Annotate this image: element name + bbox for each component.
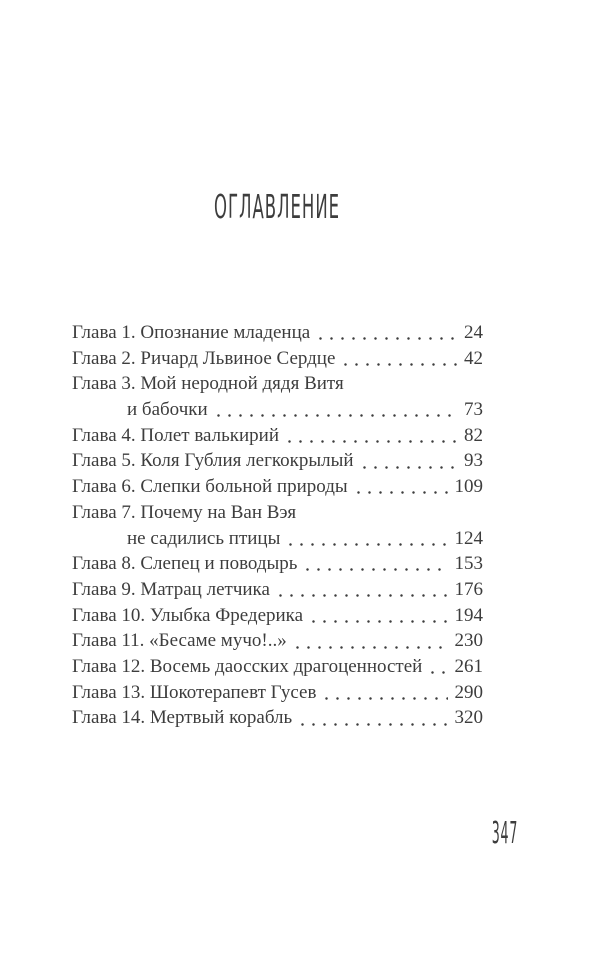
dot-leader xyxy=(217,397,457,423)
dot-leader xyxy=(301,705,447,731)
toc-row xyxy=(72,500,483,526)
chapter-page-number: 42 xyxy=(464,347,483,369)
dot-leader xyxy=(431,654,447,680)
toc-row xyxy=(72,423,483,449)
chapter-page-number: 261 xyxy=(454,655,483,677)
chapter-title: Глава 4. Полет валькирий xyxy=(72,424,280,446)
dot-leader xyxy=(325,680,447,706)
dot-leader xyxy=(357,474,448,500)
toc-row xyxy=(72,474,483,500)
chapter-title: Глава 3. Мой неродной дядя Витя xyxy=(72,373,344,395)
toc-row xyxy=(72,526,483,552)
dot-leader xyxy=(363,448,457,474)
toc-row xyxy=(72,397,483,423)
chapter-title: Глава 1. Опознание младенца xyxy=(72,322,311,343)
dot-leader xyxy=(306,551,447,577)
chapter-title: Глава 9. Матрац летчика xyxy=(72,578,270,600)
chapter-title: Глава 14. Мертвый корабль xyxy=(72,707,293,729)
dot-leader xyxy=(289,526,447,552)
chapter-page-number: 153 xyxy=(454,553,483,575)
chapter-title: Глава 8. Слепец и поводырь xyxy=(72,553,298,575)
dot-leader xyxy=(288,423,457,449)
toc-row xyxy=(72,320,483,346)
chapter-title: и бабочки xyxy=(127,399,208,421)
chapter-page-number: 230 xyxy=(454,630,483,652)
toc-row xyxy=(72,448,483,474)
chapter-page-number: 82 xyxy=(464,424,483,446)
dot-leader xyxy=(312,603,447,629)
toc-row xyxy=(72,680,483,706)
toc-row xyxy=(72,654,483,680)
chapter-title: Глава 5. Коля Гублия легкокрылый xyxy=(72,450,354,472)
toc-row xyxy=(72,346,483,372)
chapter-page-number: 109 xyxy=(454,476,483,498)
dot-leader xyxy=(319,320,457,346)
chapter-title: Глава 10. Улыбка Фредерика xyxy=(72,604,304,626)
chapter-title: Глава 12. Восемь даосских драгоценностей xyxy=(72,655,423,677)
chapter-page-number: 124 xyxy=(454,527,483,549)
toc-row xyxy=(72,628,483,654)
toc-heading-text: ОГЛАВЛЕНИЕ xyxy=(214,187,341,226)
chapter-page-number: 320 xyxy=(454,707,483,729)
chapter-title: Глава 6. Слепки больной природы xyxy=(72,476,348,498)
page-number-text: 347 xyxy=(491,816,518,851)
toc-row xyxy=(72,705,483,731)
page-number xyxy=(455,816,518,851)
chapter-title: Глава 2. Ричард Львиное Сердце xyxy=(72,347,336,369)
dot-leader xyxy=(279,577,448,603)
chapter-title: не садились птицы xyxy=(127,527,281,549)
toc-list xyxy=(72,320,483,731)
dot-leader xyxy=(344,346,457,372)
toc-row xyxy=(72,551,483,577)
chapter-page-number: 93 xyxy=(464,450,483,472)
chapter-page-number: 176 xyxy=(454,578,483,600)
chapter-page-number: 73 xyxy=(464,399,483,421)
toc-row xyxy=(72,603,483,629)
toc-row xyxy=(72,577,483,603)
chapter-title: Глава 13. Шокотерапевт Гусев xyxy=(72,681,317,703)
chapter-title: Глава 11. «Бесаме мучо!..» xyxy=(72,630,287,652)
dot-leader xyxy=(296,628,448,654)
toc-row xyxy=(72,371,483,397)
chapter-page-number: 290 xyxy=(454,681,483,703)
chapter-title: Глава 7. Почему на Ван Вэя xyxy=(72,501,297,523)
toc-heading xyxy=(72,187,483,226)
chapter-page-number: 24 xyxy=(464,322,483,343)
chapter-page-number: 194 xyxy=(454,604,483,626)
